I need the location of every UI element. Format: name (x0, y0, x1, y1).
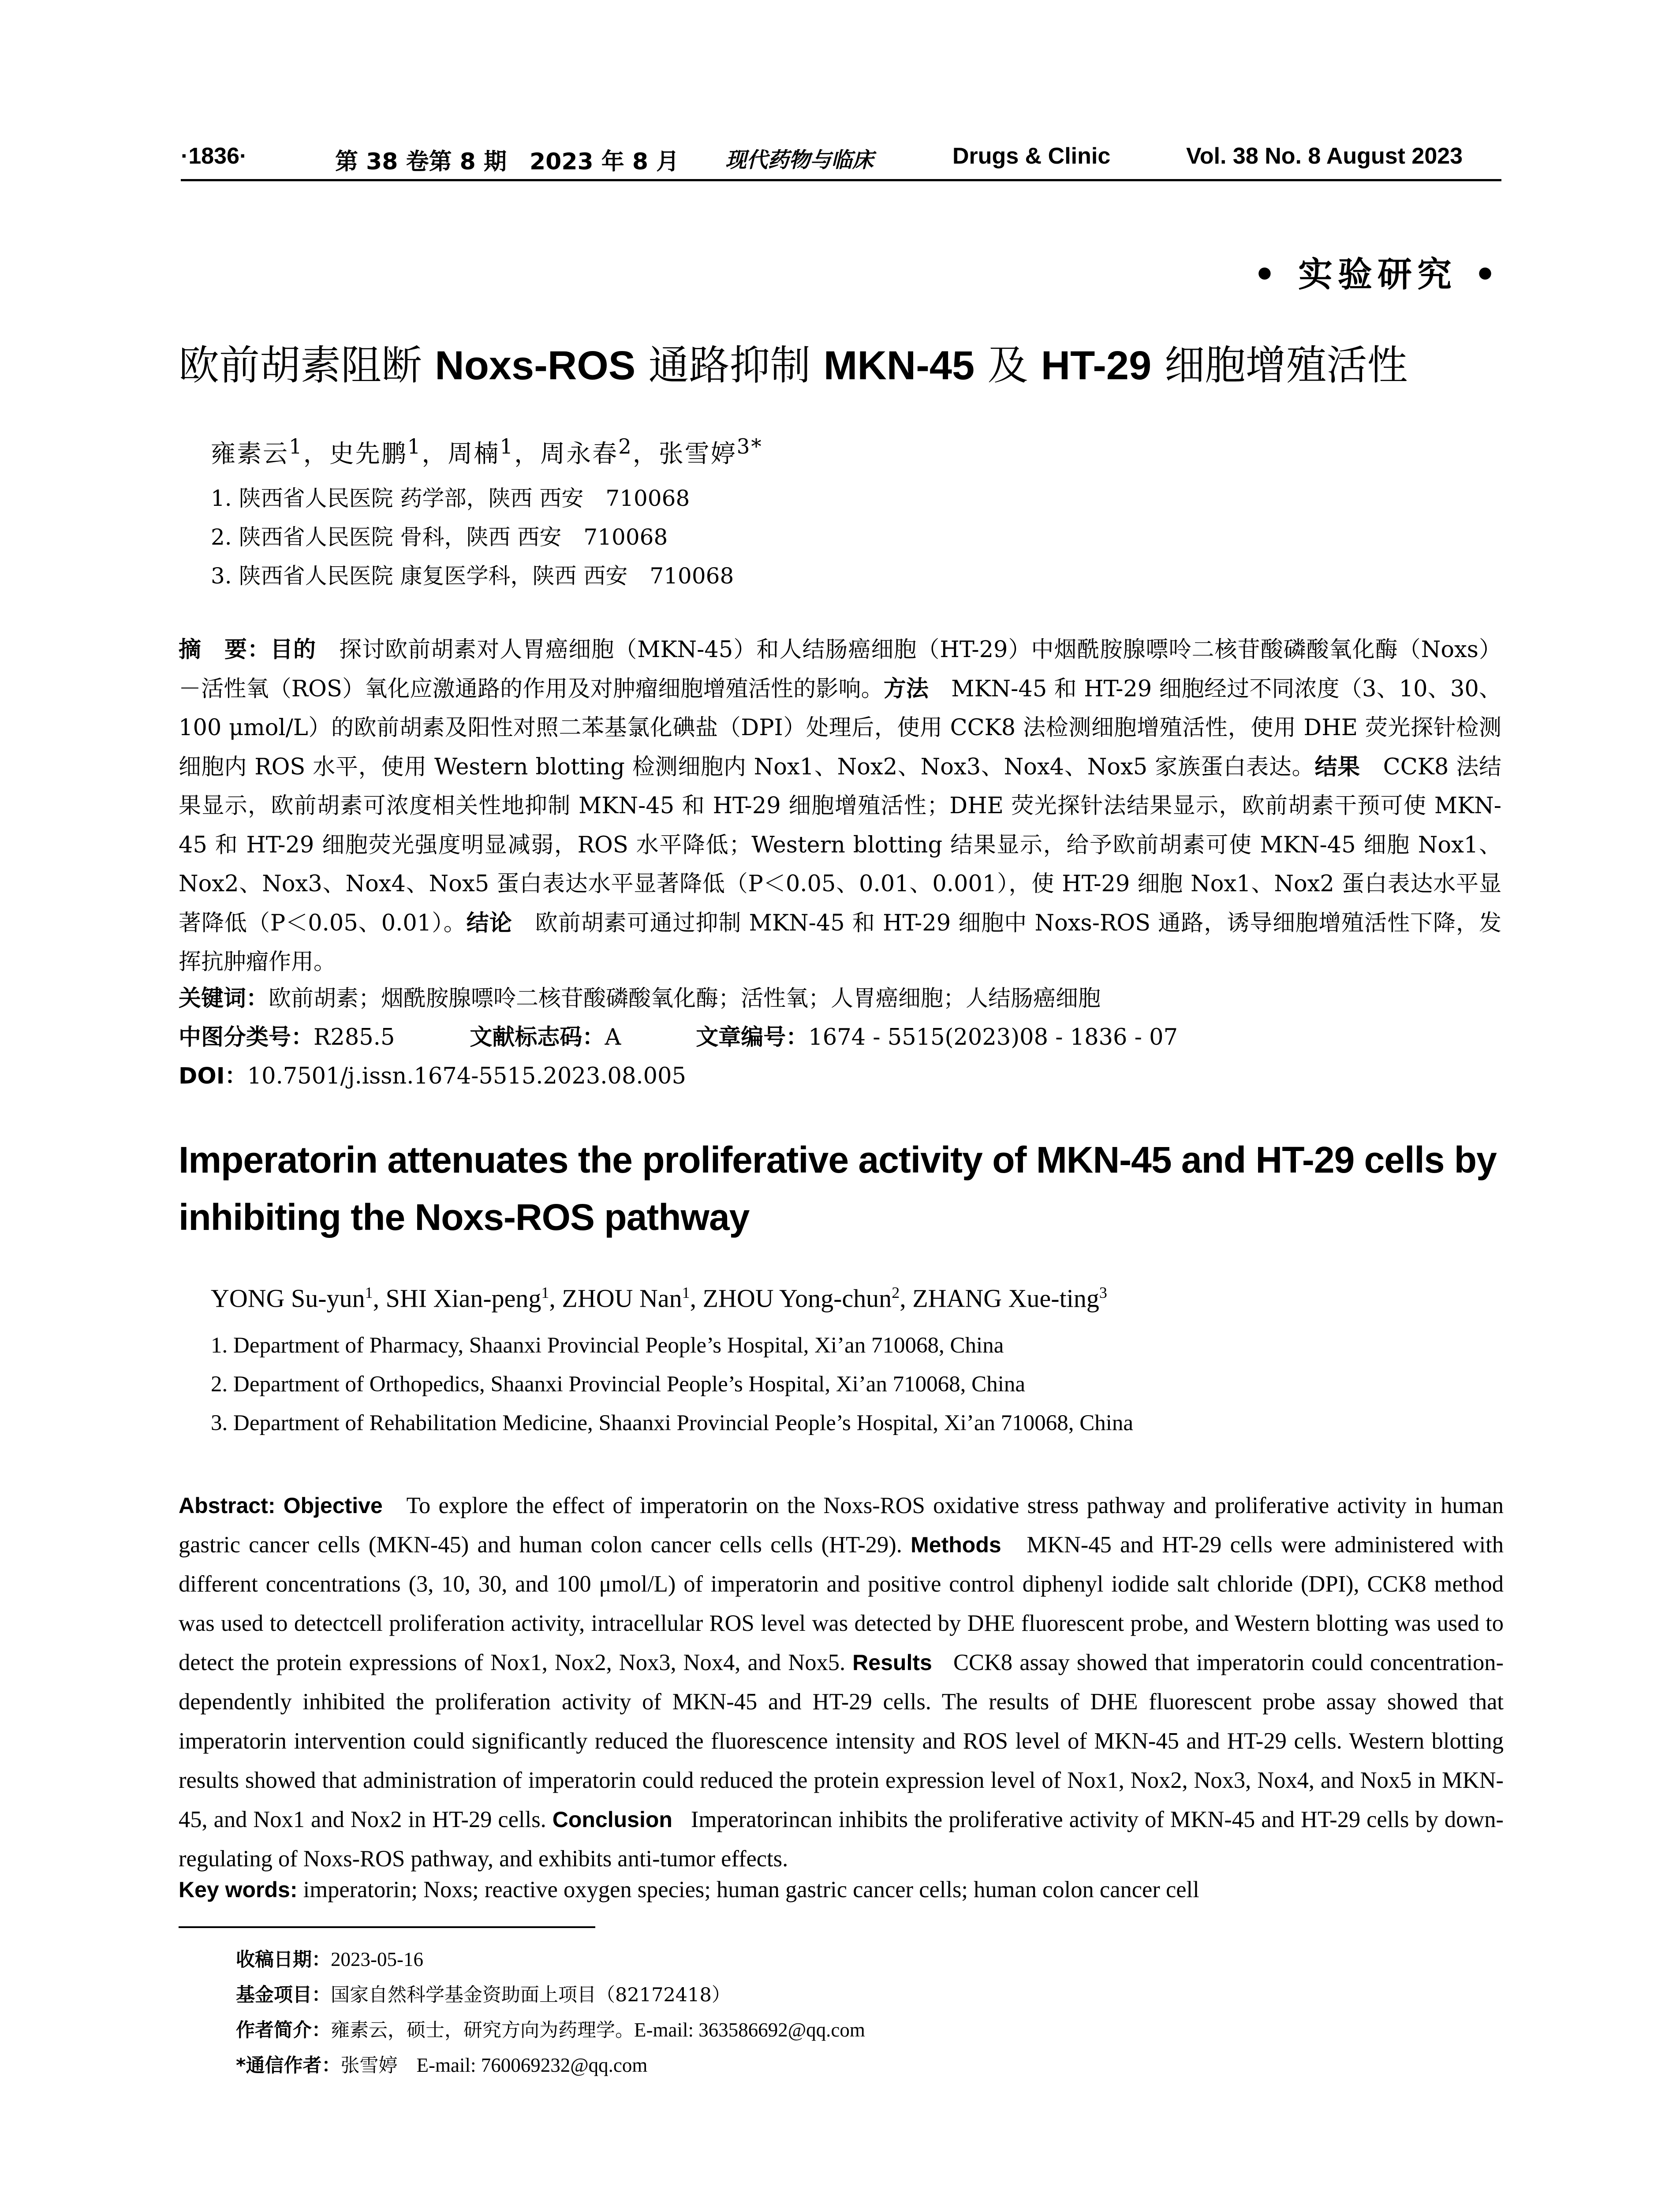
results-label-cn: 结果 (1314, 754, 1360, 780)
objective-text-en: To explore the effect of imperatorin on the Noxs-ROS oxidative stress pathway and proliferative activity in human gastric cancer cells (MKN-45) and human colon cancer cells cells (HT-29). (179, 1493, 1504, 1558)
footnote-corresponding (236, 2051, 647, 2078)
clc-label: 中图分类号： (179, 1024, 314, 1050)
abstract-en (179, 1486, 1504, 1879)
author-email: E-mail: 363586692@qq.com (634, 2019, 865, 2041)
methods-text-en: MKN-45 and HT-29 cells were administered with different concentrations (3, 10, 30, and 100 μmol/L) of imperatorin and positive control diphenyl iodide salt chloride (DPI), CCK8 method was used to detectcell proliferation activity, intracellular ROS level was detected by DHE fluorescent probe, and Western blotting was used to detect the protein expressions of Nox1, Nox2, Nox3, Nox4, and Nox5. (179, 1532, 1504, 1675)
received-date: 2023-05-16 (331, 1948, 423, 1970)
title-cn-part: 通路抑制 (635, 342, 824, 389)
authors-en (211, 1283, 1107, 1313)
received-label: 收稿日期： (236, 1949, 331, 1971)
title-cn-part: HT-29 (1041, 343, 1152, 388)
keywords-en-text: imperatorin; Noxs; reactive oxygen species; human gastric cancer cells; human colon cancer cell (303, 1877, 1199, 1902)
results-label-en: Results (852, 1650, 932, 1675)
authors-cn (211, 434, 763, 470)
title-cn-part: Noxs-ROS (435, 343, 636, 388)
keywords-cn-label: 关键词： (179, 986, 269, 1012)
title-cn-part: MKN-45 (823, 343, 975, 388)
title-cn-part: 及 (974, 342, 1041, 389)
page-number: ·1836· (181, 143, 247, 169)
keywords-en (179, 1876, 1199, 1903)
affiliation-en-3: 3. Department of Rehabilitation Medicine, Shaanxi Provincial People’s Hospital, Xi’an 710068, China (211, 1411, 1134, 1435)
article-id-label: 文章编号： (696, 1024, 809, 1050)
author-affiliation-mark-en: 3 (1099, 1284, 1107, 1301)
keywords-en-label: Key words: (179, 1877, 298, 1902)
author-name-en: , ZHANG Xue-ting (900, 1284, 1099, 1313)
corresponding-email: E-mail: 760069232@qq.com (416, 2054, 648, 2076)
methods-text-cn: MKN-45 和 HT-29 细胞经过不同浓度（3、10、30、100 μmol/L）的欧前胡素及阳性对照二苯基氯化碘盐（DPI）处理后，使用 CCK8 法检测细胞增殖活性，使用 DHE 荧光探针检测细胞内 ROS 水平，使用 Western blotting 检测细胞内 Nox1、Nox2、Nox3、Nox4、Nox5 家族蛋白表达。 (179, 676, 1501, 780)
journal-name-en: Drugs & Clinic (952, 143, 1111, 169)
affiliation-cn-3: 3. 陕西省人民医院 康复医学科，陕西 西安 710068 (211, 563, 734, 589)
author-name: ，周楠 (422, 440, 500, 468)
objective-label-cn: 目的 (270, 637, 317, 663)
author-bio-text: 雍素云，硕士，研究方向为药理学。 (331, 2019, 634, 2041)
doi-label: DOI： (179, 1063, 247, 1089)
conclusion-text-en: Imperatorincan inhibits the proliferative activity of MKN-45 and HT-29 cells by down-regulating of Noxs-ROS pathway, and exhibits anti-tumor effects. (179, 1807, 1504, 1872)
abstract-cn (179, 631, 1501, 982)
author-affiliation-mark: 1 (500, 435, 515, 459)
fund-label: 基金项目： (236, 1984, 331, 2006)
doc-code-value: A (605, 1024, 621, 1050)
author-affiliation-mark: 1 (289, 435, 303, 459)
journal-name-cn: 现代药物与临床 (725, 148, 874, 172)
affiliation-en-2: 2. Department of Orthopedics, Shaanxi Provincial People’s Hospital, Xi’an 710068, China (211, 1372, 1026, 1397)
author-bio-label: 作者简介： (236, 2019, 331, 2041)
volume-issue-cn: 第 38 卷第 8 期 2023 年 8 月 (335, 149, 679, 175)
conclusion-label-cn: 结论 (466, 910, 512, 936)
conclusion-text-cn: 欧前胡素可通过抑制 MKN-45 和 HT-29 细胞中 Noxs-ROS 通路，诱导细胞增殖活性下降，发挥抗肿瘤作用。 (179, 910, 1501, 975)
author-affiliation-mark-en: 2 (892, 1284, 900, 1301)
results-text-cn: CCK8 法结果显示，欧前胡素可浓度相关性地抑制 MKN-45 和 HT-29 细胞增殖活性；DHE 荧光探针法结果显示，欧前胡素干预可使 MKN-45 和 HT-29 细胞荧光强度明显减弱，ROS 水平降低；Western blotting 结果显示，给予欧前胡素可使 MKN-45 细胞 Nox1、Nox2、Nox3、Nox4、Nox5 蛋白表达水平显著降低（P＜0.05、0.01、0.001），使 HT-29 细胞 Nox1、Nox2 蛋白表达水平显著降低（P＜0.05、0.01）。 (179, 754, 1501, 936)
author-name-en: , SHI Xian-peng (373, 1284, 541, 1313)
author-affiliation-mark-en: 1 (365, 1284, 373, 1301)
author-affiliation-mark: 2 (618, 435, 633, 459)
classification-line (179, 1019, 1178, 1051)
objective-label-en: Objective (283, 1493, 383, 1518)
fund-text: 国家自然科学基金资助面上项目（82172418） (331, 1984, 731, 2006)
results-text-en: CCK8 assay showed that imperatorin could concentration-dependently inhibited the proliferation activity of MKN-45 and HT-29 cells. The results of DHE fluorescent probe assay showed that imperatorin intervention could significantly reduced the fluorescence intensity and ROS level of MKN-45 and HT-29 cells. Western blotting results showed that administration of imperatorin could reduced the protein expression level of Nox1, Nox2, Nox3, Nox4, and Nox5 in MKN-45, and Nox1 and Nox2 in HT-29 cells. (179, 1650, 1504, 1832)
keywords-cn (179, 980, 1101, 1013)
author-affiliation-mark-en: 1 (682, 1284, 690, 1301)
clc-value: R285.5 (314, 1024, 395, 1050)
footnote-divider (179, 1926, 595, 1928)
author-affiliation-mark: 3* (736, 435, 763, 459)
doc-code-label: 文献标志码： (470, 1024, 605, 1050)
author-name-en: YONG Su-yun (211, 1284, 365, 1313)
author-name: ，史先鹏 (303, 440, 407, 468)
conclusion-label-en: Conclusion (552, 1807, 672, 1832)
affiliation-en-1: 1. Department of Pharmacy, Shaanxi Provincial People’s Hospital, Xi’an 710068, China (211, 1333, 1004, 1358)
objective-text-cn: 探讨欧前胡素对人胃癌细胞（MKN-45）和人结肠癌细胞（HT-29）中烟酰胺腺嘌呤二核苷酸磷酸氧化酶（Noxs）－活性氧（ROS）氧化应激通路的作用及对肿瘤细胞增殖活性的影响。 (179, 637, 1501, 702)
methods-label-cn: 方法 (883, 676, 929, 702)
affiliation-cn-1: 1. 陕西省人民医院 药学部，陕西 西安 710068 (211, 486, 690, 511)
article-id-value: 1674 - 5515(2023)08 - 1836 - 07 (808, 1024, 1178, 1050)
abstract-cn-label: 摘 要： (179, 637, 271, 663)
section-label: • 实验研究 • (1253, 254, 1501, 295)
author-name: ，张雪婷 (632, 440, 737, 468)
author-affiliation-mark-en: 1 (541, 1284, 549, 1301)
methods-label-en: Methods (911, 1532, 1001, 1557)
author-affiliation-mark: 1 (407, 435, 422, 459)
keywords-cn-text: 欧前胡素；烟酰胺腺嘌呤二核苷酸磷酸氧化酶；活性氧；人胃癌细胞；人结肠癌细胞 (269, 986, 1101, 1012)
footnote-author-bio (236, 2015, 865, 2042)
volume-issue-en: Vol. 38 No. 8 August 2023 (1186, 143, 1463, 169)
corresponding-label: *通信作者： (236, 2055, 341, 2077)
title-en: Imperatorin attenuates the proliferative activity of MKN-45 and HT-29 cells by inhibiting the Noxs-ROS pathway (179, 1139, 1497, 1238)
title-cn (179, 333, 1501, 391)
running-header (181, 140, 1501, 181)
abstract-en-label: Abstract: (179, 1493, 276, 1518)
doi-value: 10.7501/j.issn.1674-5515.2023.08.005 (247, 1063, 686, 1089)
corresponding-name: 张雪婷 (340, 2055, 417, 2077)
author-name-en: , ZHOU Nan (549, 1284, 682, 1313)
title-cn-part: 欧前胡素阻断 (179, 342, 435, 389)
author-name: ，周永春 (514, 440, 619, 468)
title-cn-part: 细胞增殖活性 (1151, 342, 1408, 389)
author-name: 雍素云 (211, 440, 289, 468)
footnote-fund (236, 1980, 731, 2007)
doi-line (179, 1058, 686, 1090)
author-name-en: , ZHOU Yong-chun (690, 1284, 892, 1313)
affiliation-cn-2: 2. 陕西省人民医院 骨科，陕西 西安 710068 (211, 524, 668, 550)
footnote-received (236, 1945, 423, 1972)
